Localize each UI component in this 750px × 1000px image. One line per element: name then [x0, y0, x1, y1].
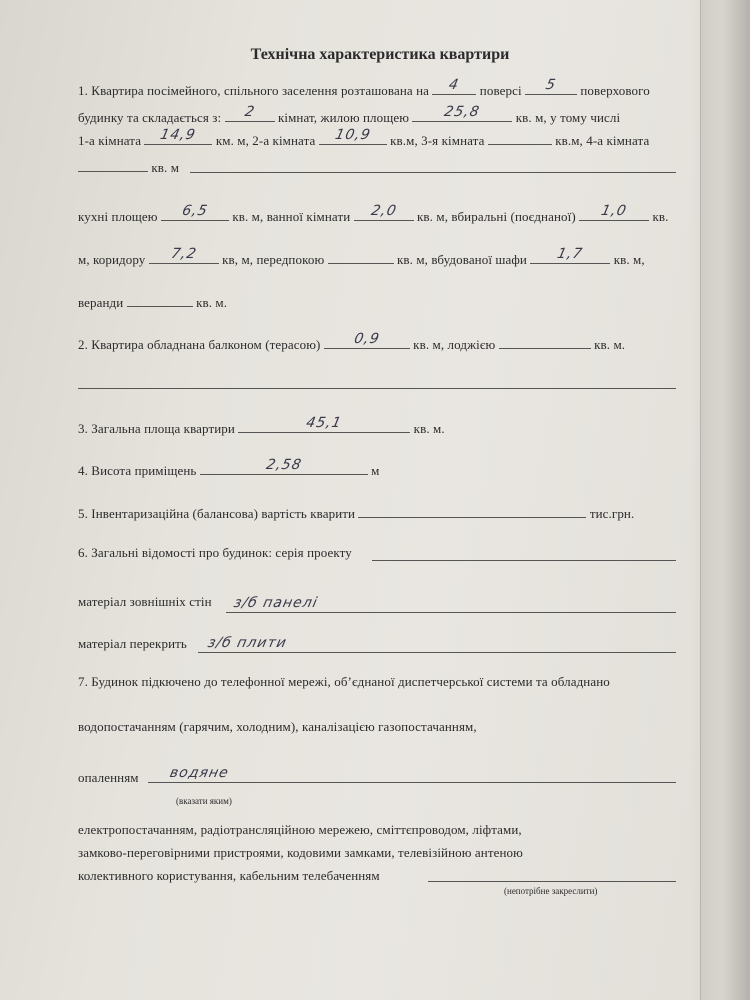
- s1-line5: [78, 203, 669, 225]
- s7-line2: [78, 719, 477, 735]
- page-title: Технічна характеристика квартири: [250, 46, 510, 63]
- label: 1-а кімната: [78, 133, 142, 148]
- label: 4. Висота приміщень: [78, 463, 197, 478]
- value-field: [358, 503, 586, 518]
- s1-line7: [78, 292, 227, 311]
- balcony-field: [324, 331, 410, 349]
- s7-line3: [78, 770, 139, 786]
- living-area-field: [412, 104, 512, 122]
- heating-field: [148, 765, 676, 781]
- rooms-field: [225, 104, 275, 122]
- room1-field: [144, 127, 212, 145]
- label: опаленням: [78, 770, 139, 785]
- label: км. м, 2-а кімната: [215, 133, 316, 148]
- label: м: [371, 463, 380, 478]
- ceilings-field: [198, 635, 676, 651]
- s7-line1: [78, 674, 610, 690]
- label: 1. Квартира посімейного, спільного заселення розташована на: [78, 83, 430, 98]
- wardrobe-value: 1,7: [555, 246, 585, 262]
- label: кімнат, жилою площею: [277, 110, 410, 125]
- balcony-value: 0,9: [352, 331, 382, 347]
- s6-line1: [78, 545, 352, 561]
- label: кв.: [652, 209, 669, 224]
- label: веранди: [78, 295, 124, 310]
- s2-line1: [78, 331, 626, 353]
- label: кв. м.: [413, 421, 445, 436]
- kitchen-value: 6,5: [180, 203, 210, 219]
- label: кв. м.: [594, 337, 626, 352]
- project-series-field: [372, 559, 676, 561]
- walls-underline: [226, 595, 676, 613]
- floors-total-field: [525, 77, 577, 95]
- room1-value: 14,9: [159, 127, 198, 143]
- total-area-field: [238, 415, 410, 433]
- label: 2. Квартира обладнана балконом (терасою): [78, 337, 321, 352]
- strike-note: (непотрібне закреслити): [504, 886, 598, 896]
- label: 5. Інвентаризаційна (балансова) вартість кварити: [78, 506, 356, 521]
- height-field: [200, 457, 368, 475]
- s1-line1: [78, 77, 650, 99]
- label: тис.грн.: [589, 506, 635, 521]
- wardrobe-field: [530, 246, 610, 264]
- total-area-value: 45,1: [305, 415, 344, 431]
- room2-value: 10,9: [333, 127, 373, 143]
- label: кв. м,: [613, 252, 645, 267]
- s4-line: [78, 457, 380, 479]
- s7-line6: [78, 868, 380, 884]
- loggia-field: [499, 334, 591, 349]
- bath-field: [354, 203, 414, 221]
- walls-value: з/б панелі: [232, 595, 320, 611]
- kitchen-field: [161, 203, 229, 221]
- corridor-value: 7,2: [169, 246, 199, 262]
- label: електропостачанням, радіотрансляційною мережею, сміттєпроводом, ліфтами,: [78, 822, 522, 837]
- toilet-value: 1,0: [599, 203, 629, 219]
- s7-line5: [78, 845, 523, 861]
- floor-field: [432, 77, 476, 95]
- room2-field: [319, 127, 387, 145]
- label: замково-переговірними пристроями, кодовими замками, телевізійною антеною: [78, 845, 523, 860]
- ceilings-underline: [198, 635, 676, 653]
- label: 6. Загальні відомості про будинок: серія проекту: [78, 545, 352, 560]
- label: кв. м: [151, 160, 180, 175]
- heating-note: (вказати яким): [176, 796, 232, 806]
- label: кухні площею: [78, 209, 158, 224]
- s6-line2: [78, 594, 212, 610]
- room4-field: [78, 157, 148, 172]
- label: кв. м, лоджією: [413, 337, 496, 352]
- label: поверсі: [479, 83, 522, 98]
- blank-line: [78, 387, 676, 389]
- label: водопостачанням (гарячим, холодним), каналізацією газопостачанням,: [78, 719, 477, 734]
- floor-value: 4: [447, 77, 462, 93]
- heating-underline: [148, 765, 676, 783]
- label: будинку та складається з:: [78, 110, 222, 125]
- heating-value: водяне: [168, 765, 231, 781]
- s6-line3: [78, 636, 187, 652]
- s1-line3: [78, 127, 650, 149]
- s5-line: [78, 503, 634, 522]
- room3-field: [488, 130, 552, 145]
- label: кв.м, 3-я кімната: [390, 133, 485, 148]
- s1-line4: [78, 157, 179, 176]
- toilet-field: [579, 203, 649, 221]
- label: колективного користування, кабельним телебаченням: [78, 868, 380, 883]
- cable-tv-field: [428, 880, 676, 882]
- ceilings-value: з/б плити: [206, 635, 289, 651]
- walls-field: [226, 595, 676, 611]
- label: поверхового: [580, 83, 650, 98]
- rooms-value: 2: [242, 104, 257, 120]
- s1-line2: [78, 104, 621, 126]
- label: матеріал зовнішніх стін: [78, 594, 212, 609]
- label: кв. м.: [196, 295, 228, 310]
- label: кв, м, передпокою: [222, 252, 325, 267]
- label: 7. Будинок підкючено до телефонної мережі, об’єднаної диспетчерської системи та обладнано: [78, 674, 610, 689]
- s7-line4: [78, 822, 522, 838]
- height-value: 2,58: [264, 457, 304, 473]
- label: матеріал перекрить: [78, 636, 187, 651]
- veranda-field: [127, 292, 193, 307]
- label: м, коридору: [78, 252, 146, 267]
- label: кв. м, вбудованої шафи: [396, 252, 527, 267]
- corridor-field: [149, 246, 219, 264]
- label: кв. м, вбиральні (поєднаної): [417, 209, 576, 224]
- living-area-value: 25,8: [443, 104, 482, 120]
- s1-line6: [78, 246, 645, 268]
- label: кв. м, у тому числі: [515, 110, 621, 125]
- label: кв.м, 4-а кімната: [555, 133, 650, 148]
- hallway-field: [328, 249, 394, 264]
- page-shadow: [690, 0, 750, 1000]
- s3-line: [78, 415, 445, 437]
- bath-value: 2,0: [369, 203, 398, 219]
- label: кв. м, ванної кімнати: [232, 209, 351, 224]
- floors-total-value: 5: [544, 77, 558, 93]
- label: 3. Загальна площа квартири: [78, 421, 235, 436]
- blank-line: [190, 171, 676, 173]
